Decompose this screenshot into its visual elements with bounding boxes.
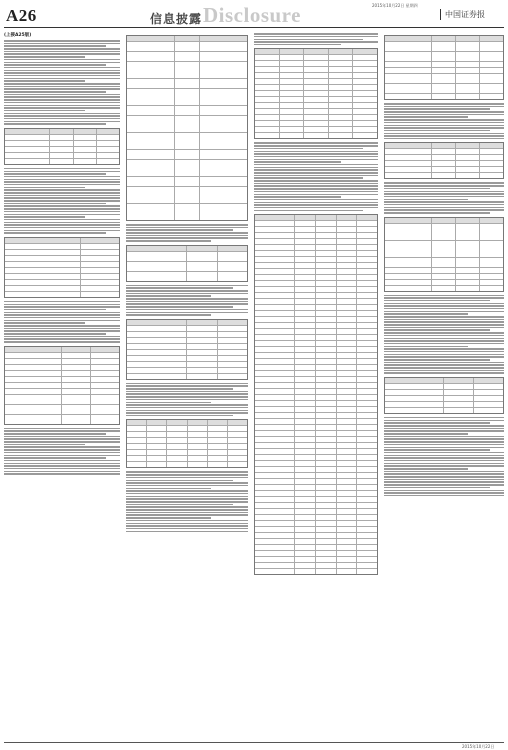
text-block [384,295,504,374]
column-2 [126,32,248,740]
column-1 [4,32,120,740]
data-table [126,35,248,221]
data-table [126,245,248,282]
text-block [384,103,504,139]
continuation-heading: (上接A25版) [4,33,32,38]
section-title-cn: 信息披露 [150,12,203,26]
data-table [384,217,504,292]
data-table [254,48,378,139]
text-block [384,417,504,496]
data-table [4,346,120,425]
text-block [126,285,248,316]
data-table [126,319,248,380]
text-block [4,40,120,125]
text-block [4,168,120,234]
page-number: A26 [6,6,37,25]
masthead-rule [4,27,504,28]
data-table [126,419,248,468]
data-table [4,237,120,298]
text-block [254,33,378,45]
footer-date: 2015年10月22日 [462,744,495,749]
text-block [254,142,378,211]
masthead [0,0,508,28]
newspaper-logo: 中国证券报 [440,9,485,20]
data-table [384,142,504,179]
data-table [254,214,378,575]
dateline: 2015年10月22日 星期四 [372,3,418,8]
text-block [384,182,504,213]
section-title-en: Disclosure [203,3,301,27]
text-block [126,224,248,242]
data-table [384,35,504,100]
text-block [4,301,120,343]
text-block [126,471,248,532]
column-4 [384,32,504,740]
data-table [384,377,504,414]
text-block [126,383,248,417]
data-table [4,128,120,165]
text-block [4,428,120,475]
column-3 [254,32,378,740]
footer-rule [4,742,504,743]
